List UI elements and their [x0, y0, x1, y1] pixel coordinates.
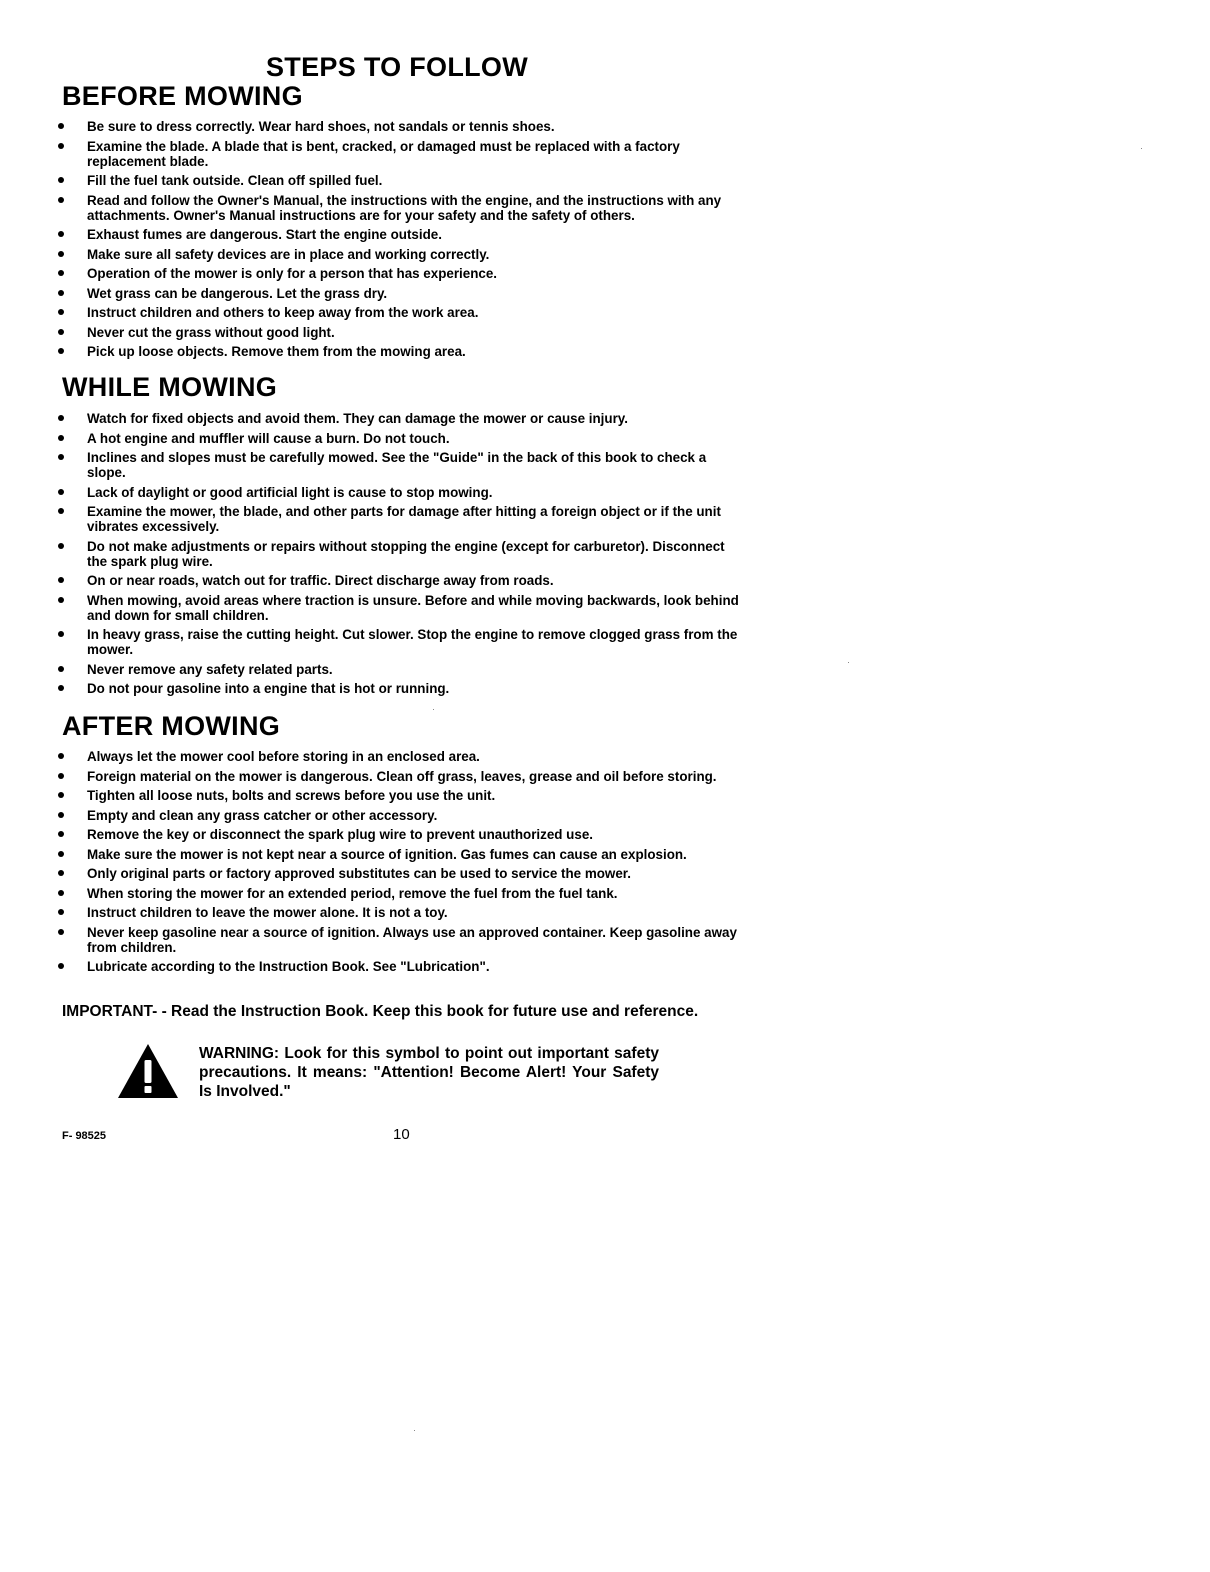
bullet-icon [58, 415, 64, 421]
bullet-icon [58, 177, 64, 183]
bullet-icon [58, 329, 64, 335]
list-item-text: Never keep gasoline near a source of ignition. Always use an approved container. Keep gasoline away from children. [87, 924, 737, 955]
page-title: STEPS TO FOLLOW [265, 52, 528, 82]
list-item [58, 344, 743, 359]
section-heading-after-mowing: AFTER MOWING [62, 711, 281, 741]
bullet-icon [58, 870, 64, 876]
list-item-text: Read and follow the Owner's Manual, the instructions with the engine, and the instructions with any attachments. Owner's Manual instructions are for your safety and the safety of others. [87, 192, 722, 223]
list-item [58, 886, 743, 901]
list-item [58, 450, 743, 480]
scan-speck [433, 709, 434, 710]
list-item [58, 769, 743, 784]
scan-speck [1141, 148, 1142, 149]
list-item-text: When storing the mower for an extended period, remove the fuel from the fuel tank. [87, 885, 618, 901]
list-item-text: Lubricate according to the Instruction Book. See "Lubrication". [87, 959, 490, 974]
bullet-icon [58, 143, 64, 149]
bullet-icon [58, 851, 64, 857]
list-item [58, 431, 743, 446]
list-item-text: Pick up loose objects. Remove them from the mowing area. [87, 344, 466, 359]
bullet-icon [58, 597, 64, 603]
list-item [58, 749, 743, 764]
list-item [58, 266, 743, 281]
list-item [58, 119, 743, 134]
bullet-icon [58, 270, 64, 276]
bullet-icon [58, 543, 64, 549]
list-item [58, 905, 743, 920]
list-item [58, 286, 743, 301]
bullet-icon [58, 812, 64, 818]
scan-speck [848, 662, 849, 663]
list-item-text: Empty and clean any grass catcher or other accessory. [87, 807, 438, 823]
list-item-text: Examine the mower, the blade, and other parts for damage after hitting a foreign object or if the unit vibrates excessively. [87, 504, 721, 534]
bullet-icon [58, 123, 64, 129]
list-item-text: Fill the fuel tank outside. Clean off spilled fuel. [87, 173, 383, 188]
bullet-icon [58, 753, 64, 759]
list-item-text: Do not make adjustments or repairs without stopping the engine (except for carburetor). Disconnect the spark plug wire. [87, 538, 725, 569]
list-item [58, 539, 743, 569]
list-item-text: Instruct children and others to keep away from the work area. [87, 305, 479, 320]
warning-text: WARNING: Look for this symbol to point out important safety precautions. It means: "Attention! Become Alert! Your Safety Is Involved." [199, 1045, 659, 1100]
list-item [58, 847, 743, 862]
warning-triangle-icon [117, 1043, 179, 1099]
bullet-icon [58, 231, 64, 237]
list-item-text: Make sure the mower is not kept near a source of ignition. Gas fumes can cause an explosion. [87, 846, 687, 862]
list-item [58, 593, 743, 623]
while-mowing-list [58, 411, 743, 701]
list-item-text: A hot engine and muffler will cause a burn. Do not touch. [87, 430, 450, 446]
list-item-text: Make sure all safety devices are in place and working correctly. [87, 246, 490, 262]
before-mowing-list [58, 119, 743, 364]
list-item-text: Never remove any safety related parts. [87, 661, 333, 677]
list-item-text: Watch for fixed objects and avoid them. They can damage the mower or cause injury. [87, 411, 628, 426]
bullet-icon [58, 890, 64, 896]
list-item [58, 573, 743, 588]
list-item [58, 808, 743, 823]
list-item-text: Lack of daylight or good artificial light is cause to stop mowing. [87, 484, 493, 500]
bullet-icon [58, 909, 64, 915]
bullet-icon [58, 309, 64, 315]
list-item-text: In heavy grass, raise the cutting height. Cut slower. Stop the engine to remove clogged grass from the mower. [87, 627, 738, 657]
list-item [58, 193, 743, 223]
bullet-icon [58, 666, 64, 672]
section-heading-while-mowing: WHILE MOWING [62, 372, 278, 402]
important-notice: IMPORTANT- - Read the Instruction Book. Keep this book for future use and reference. [62, 1003, 699, 1020]
list-item [58, 788, 743, 803]
list-item-text: Inclines and slopes must be carefully mowed. See the "Guide" in the back of this book to check a slope. [87, 450, 707, 480]
list-item [58, 139, 743, 169]
bullet-icon [58, 685, 64, 691]
list-item-text: When mowing, avoid areas where traction is unsure. Before and while moving backwards, look behind and down for small children. [87, 592, 739, 623]
list-item [58, 662, 743, 677]
list-item-text: Instruct children to leave the mower alone. It is not a toy. [87, 905, 448, 920]
list-item [58, 325, 743, 340]
page-number: 10 [393, 1126, 410, 1143]
document-number: F- 98525 [62, 1130, 107, 1142]
list-item-text: Operation of the mower is only for a person that has experience. [87, 266, 497, 281]
list-item [58, 504, 743, 534]
list-item-text: Never cut the grass without good light. [87, 324, 335, 340]
bullet-icon [58, 831, 64, 837]
list-item-text: Examine the blade. A blade that is bent, cracked, or damaged must be replaced with a factory replacement blade. [87, 138, 680, 169]
bullet-icon [58, 631, 64, 637]
bullet-icon [58, 197, 64, 203]
section-heading-before-mowing: BEFORE MOWING [62, 81, 303, 111]
after-mowing-list [58, 749, 743, 979]
list-item-text: Only original parts or factory approved substitutes can be used to service the mower. [87, 866, 631, 881]
list-item [58, 681, 743, 696]
list-item [58, 247, 743, 262]
list-item [58, 485, 743, 500]
bullet-icon [58, 963, 64, 969]
list-item [58, 305, 743, 320]
list-item-text: Foreign material on the mower is dangerous. Clean off grass, leaves, grease and oil before storing. [87, 768, 717, 784]
bullet-icon [58, 773, 64, 779]
list-item [58, 827, 743, 842]
list-item [58, 627, 743, 657]
list-item [58, 925, 743, 955]
list-item-text: Exhaust fumes are dangerous. Start the engine outside. [87, 227, 442, 242]
scan-speck [414, 1430, 415, 1431]
list-item [58, 866, 743, 881]
list-item-text: Remove the key or disconnect the spark plug wire to prevent unauthorized use. [87, 827, 593, 842]
list-item-text: Always let the mower cool before storing in an enclosed area. [87, 749, 480, 764]
list-item-text: Be sure to dress correctly. Wear hard shoes, not sandals or tennis shoes. [87, 119, 555, 134]
bullet-icon [58, 792, 64, 798]
list-item [58, 411, 743, 426]
list-item-text: Wet grass can be dangerous. Let the grass dry. [87, 285, 388, 301]
bullet-icon [58, 348, 64, 354]
bullet-icon [58, 489, 64, 495]
bullet-icon [58, 508, 64, 514]
list-item-text: Do not pour gasoline into a engine that is hot or running. [87, 681, 450, 696]
bullet-icon [58, 435, 64, 441]
bullet-icon [58, 251, 64, 257]
bullet-icon [58, 577, 64, 583]
list-item [58, 959, 743, 974]
list-item [58, 227, 743, 242]
list-item-text: On or near roads, watch out for traffic. Direct discharge away from roads. [87, 573, 554, 588]
bullet-icon [58, 454, 64, 460]
list-item-text: Tighten all loose nuts, bolts and screws before you use the unit. [87, 788, 496, 803]
bullet-icon [58, 929, 64, 935]
list-item [58, 173, 743, 188]
bullet-icon [58, 290, 64, 296]
